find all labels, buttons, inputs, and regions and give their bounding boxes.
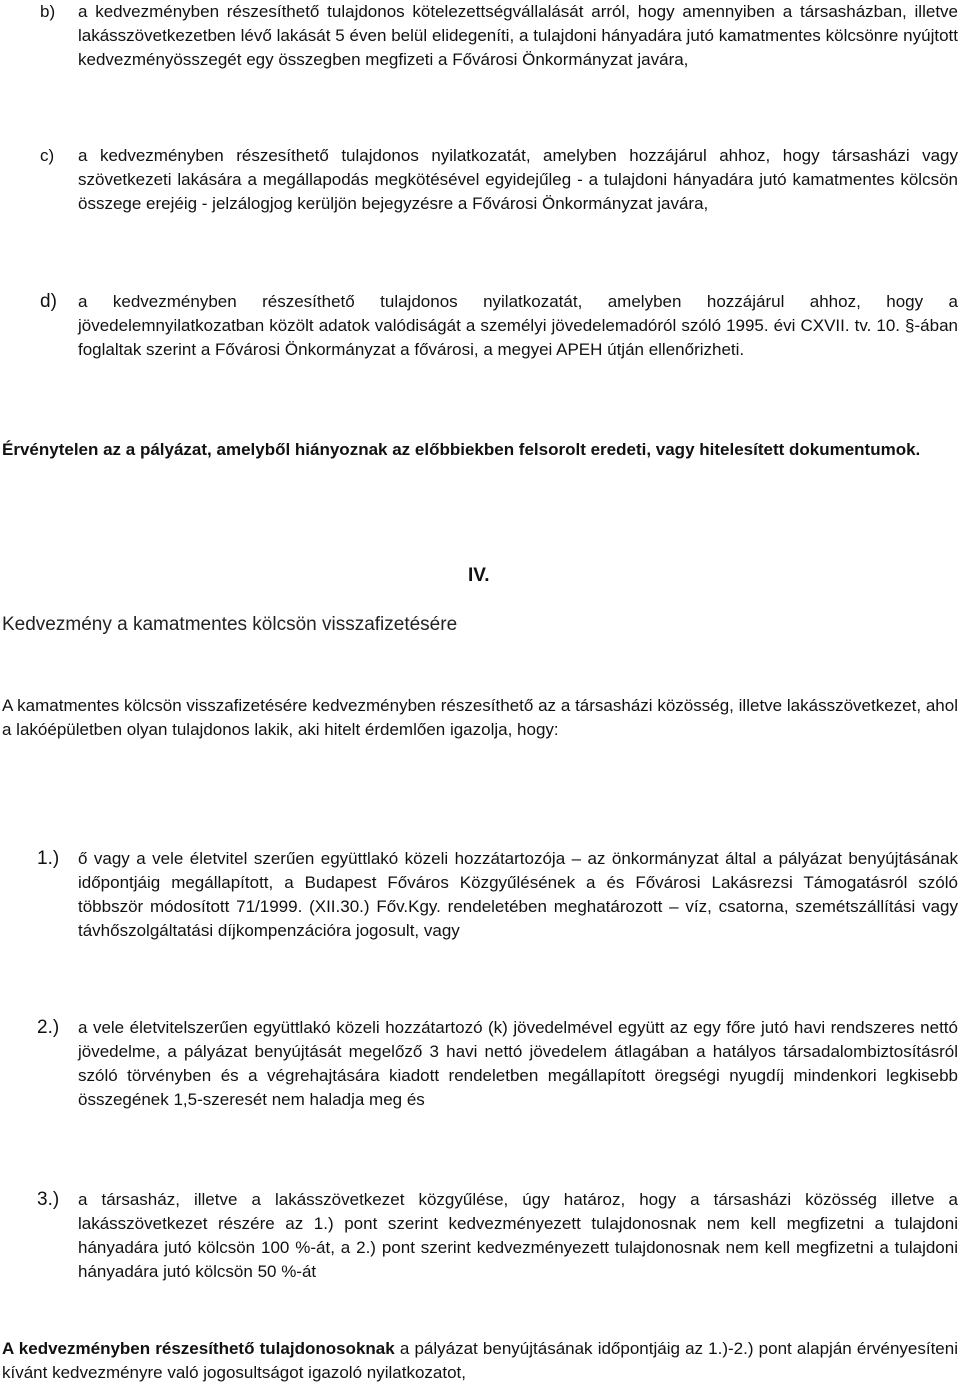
list-item-text: a kedvezményben részesíthető tulajdonos kötelezettségvállalását arról, hogy amennyiben a társasházban, illetve lakásszövetkezetben lévő lakását 5 éven belül elidegeníti, a tulajdoni hányadára jutó kamatmentes kölcsönre nyújtott kedvezményösszegét egy összegben megfizeti a Fővárosi Önkormányzat javára, [78, 2, 958, 69]
final-bold: A kedvezményben részesíthető tulajdonosoknak [2, 1339, 395, 1358]
list-item-text: a kedvezményben részesíthető tulajdonos nyilatkozatát, amelyben hozzájárul ahhoz, hogy a jövedelemnyilatkozatban közölt adatok valódiságát a személyi jövedelemadóról szóló 1995. évi CXVII. tv. 10. §-ában foglaltak szerint a Fővárosi Önkormányzat a fővárosi, a megyei APEH útján ellenőrizheti. [78, 292, 958, 359]
list-item-text: a vele életvitelszerűen együttlakó közeli hozzátartozó (k) jövedelmével együtt az egy főre jutó havi rendszeres nettó jövedelme, a pályázat benyújtását megelőző 3 havi nettó jövedelem átlagában a hatályos társadalombiztosításról szóló törvényben és a végrehajtására kiadott rendeletben megállapított öregségi nyugdíj mindenkori legkisebb összegének 1,5-szeresét nem haladja meg és [78, 1018, 958, 1109]
final-rest: a pályázat benyújtásának időpontjáig az 1.)-2.) pont alapján érvényesíteni kívánt kedvezményre való jogosultságot igazoló nyilatkozatot, [2, 1339, 958, 1382]
section-title: Kedvezmény a kamatmentes kölcsön visszafizetésére [2, 614, 458, 635]
list-item-text: a kedvezményben részesíthető tulajdonos nyilatkozatát, amelyben hozzájárul ahhoz, hogy társasházi vagy szövetkezeti lakására a megállapodás megkötésével egyidejűleg - a tulajdoni hányadára jutó kamatmentes kölcsön összege erejéig - jelzálogjog kerüljön bejegyzésre a Fővárosi Önkormányzat javára, [78, 146, 958, 213]
section-number: IV. [468, 565, 490, 586]
list-item-text: a társasház, illetve a lakásszövetkezet közgyűlése, úgy határoz, hogy a társasházi közösség illetve a lakásszövetkezet részére az 1.) pont szerint kedvezményezett tulajdonosnak nem kell megfizetni a tulajdoni hányadára jutó kölcsön 100 %-át, a 2.) pont szerint kedvezményezett tulajdonosnak nem kell megfizetni a tulajdoni hányadára jutó kölcsön 50 %-át [78, 1190, 958, 1281]
invalid-notice-text: Érvénytelen az a pályázat, amelyből hiányoznak az előbbiekben felsorolt eredeti, vagy hitelesített dokumentumok. [2, 440, 921, 459]
list-item-text: ő vagy a vele életvitel szerűen együttlakó közeli hozzátartozója – az önkormányzat által a pályázat benyújtásának időpontjáig megállapított, a Budapest Főváros Közgyűlésének a és Fővárosi Lakásrezsi Támogatásról szóló többször módosított 71/1999. (XII.30.) Főv.Kgy. rendeletében meghatározott – víz, csatorna, szemétszállítási vagy távhőszolgáltatási díjkompenzációra jogosult, vagy [78, 849, 958, 940]
list-marker: d) [40, 291, 57, 312]
list-marker: 3.) [37, 1189, 60, 1210]
list-marker: b) [40, 2, 56, 21]
list-marker: 1.) [37, 848, 60, 869]
final-text [2, 1337, 958, 1385]
intro-text: A kamatmentes kölcsön visszafizetésére kedvezményben részesíthető az a társasházi közösség, illetve lakásszövetkezet, ahol a lakóépületben olyan tulajdonos lakik, aki hitelt érdemlően igazolja, hogy: [2, 696, 958, 739]
list-marker: 2.) [37, 1017, 60, 1038]
list-marker: c) [40, 146, 55, 165]
